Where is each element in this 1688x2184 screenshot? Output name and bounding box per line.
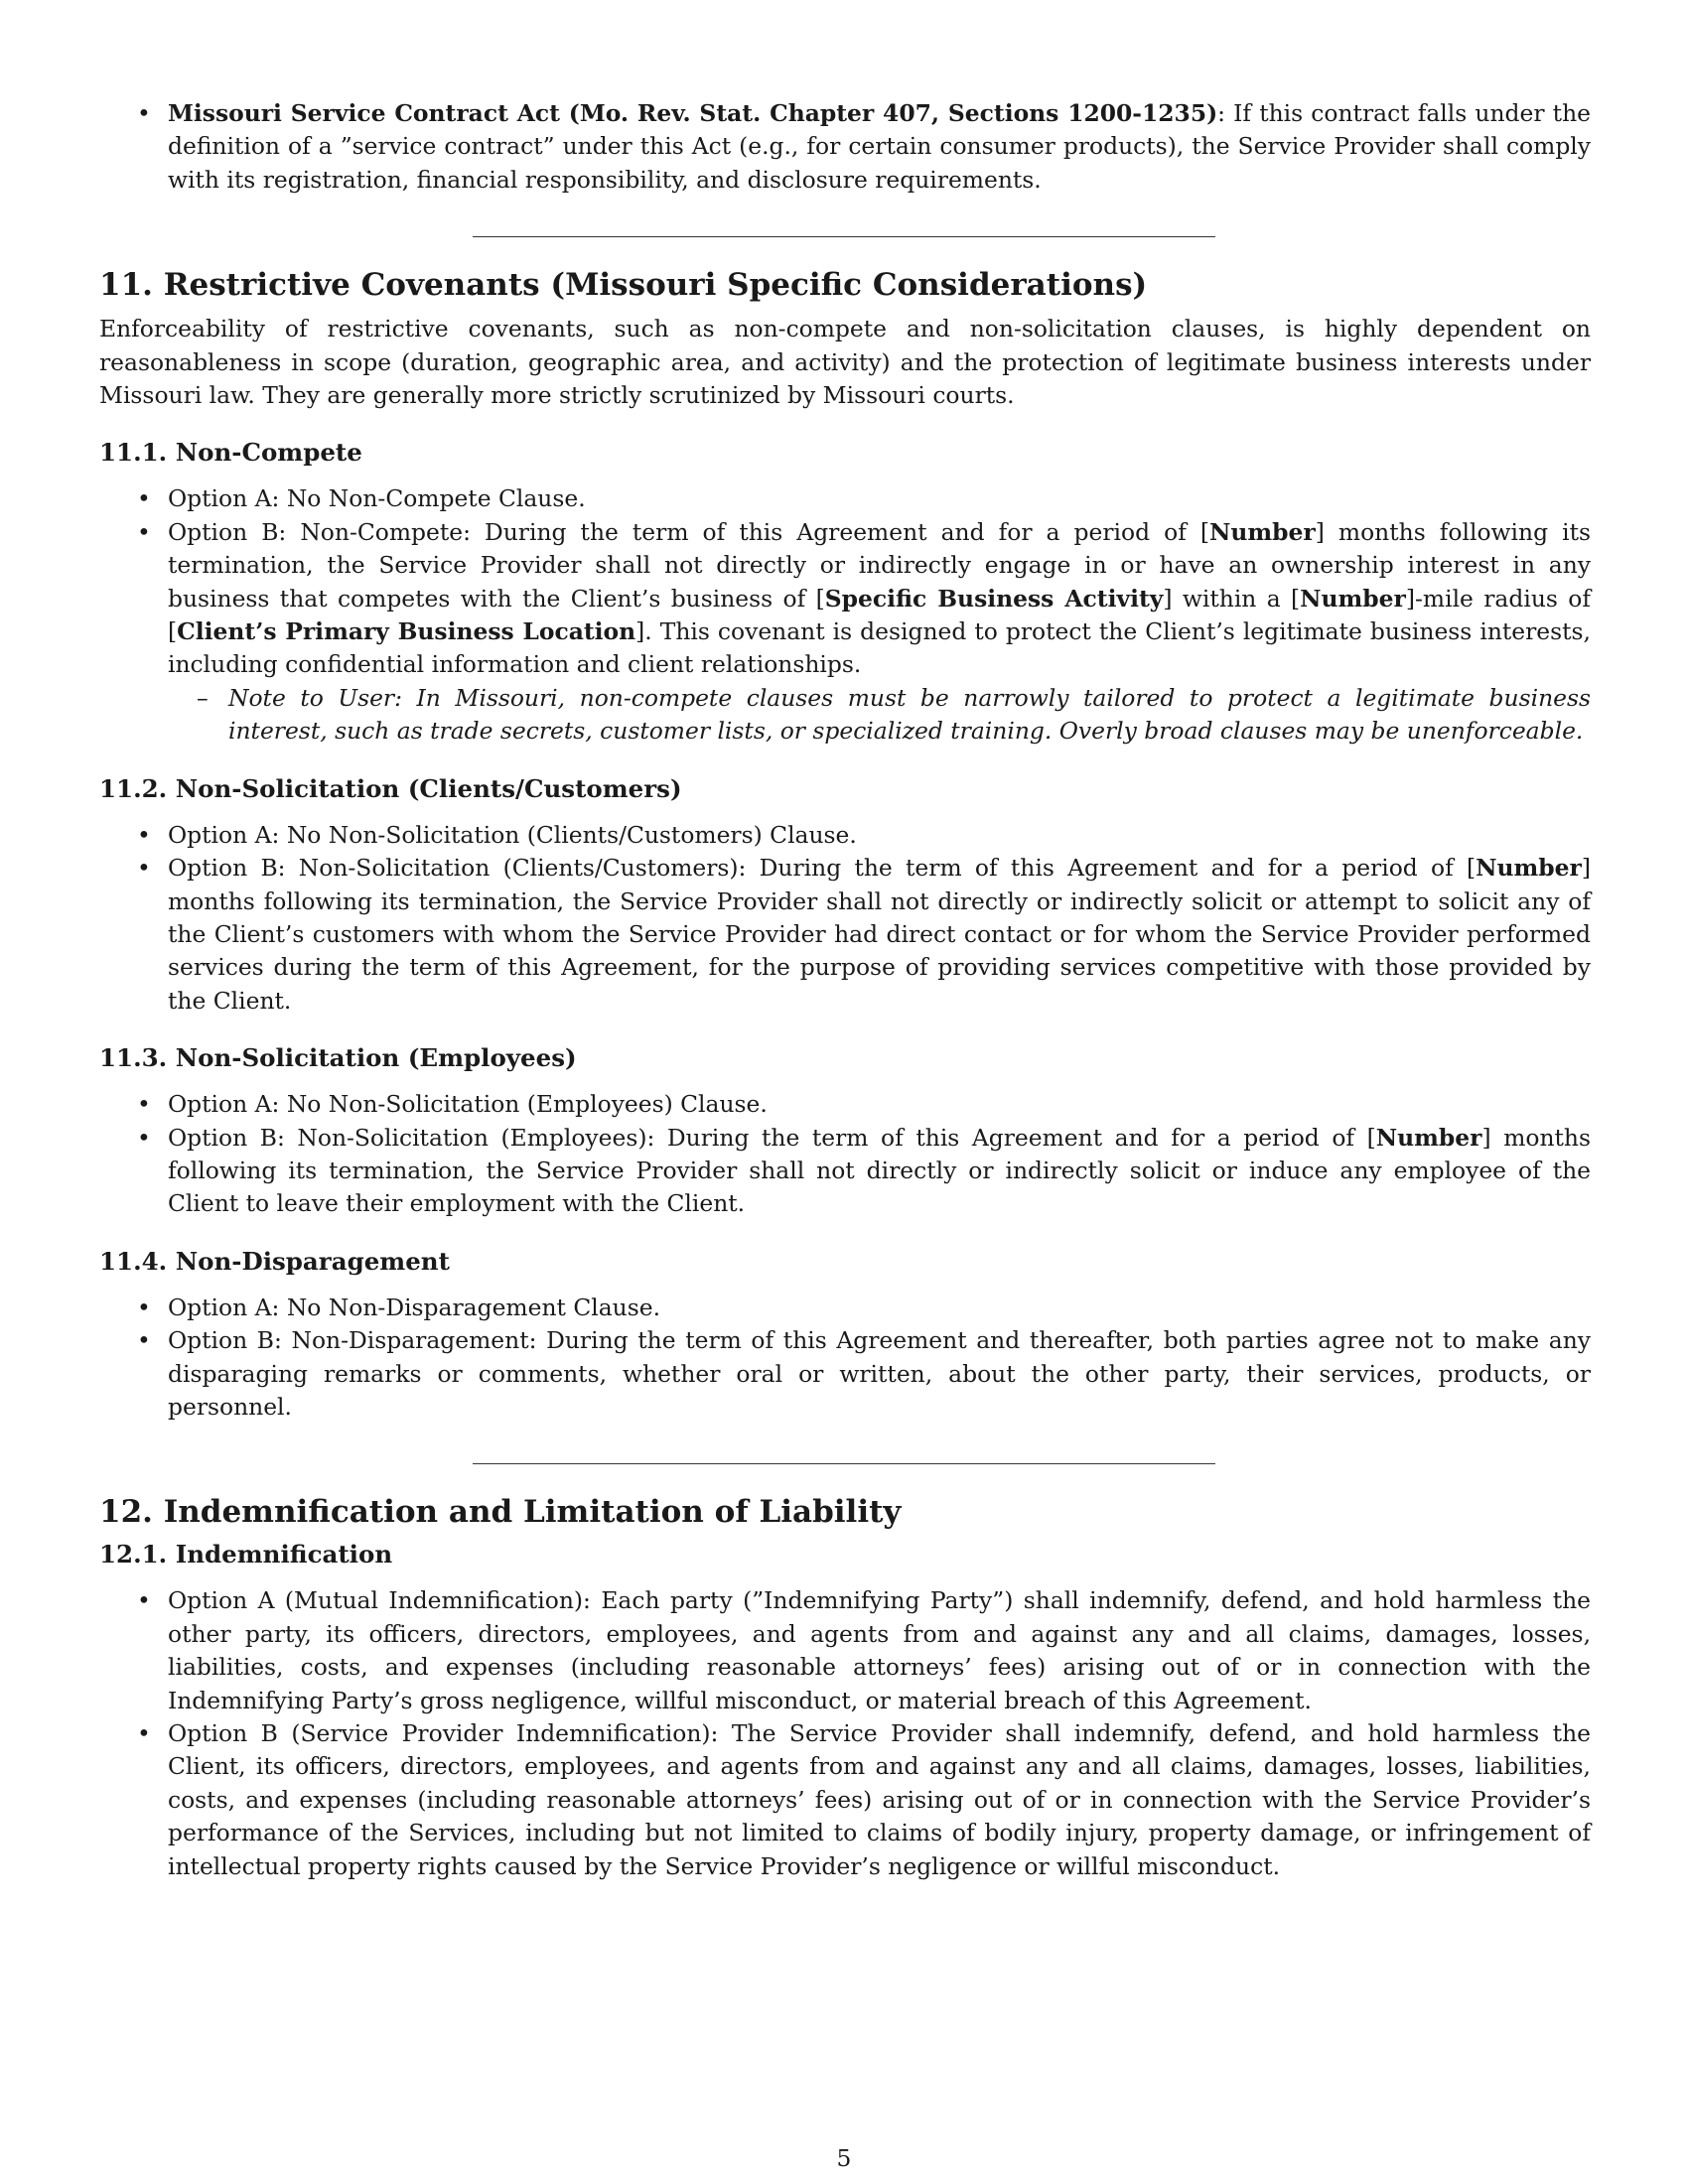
bullet-icon: •: [137, 1293, 151, 1321]
bullet-icon: •: [137, 1719, 151, 1747]
list-item: [137, 852, 1591, 1018]
bullet-icon: •: [137, 517, 151, 546]
list-item-text: Option A: No Non-Disparagement Clause.: [168, 1293, 661, 1321]
placeholder-term: Number: [1476, 854, 1582, 883]
text-fragment: Option B: Non-Solicitation (Clients/Customers): During the term of this Agreement and for a period of [: [168, 854, 1477, 883]
list-item: [137, 482, 1591, 515]
non-solicitation-employees-options: [99, 1088, 1591, 1221]
section-heading: 12. Indemnification and Limitation of Liability: [99, 1494, 902, 1531]
list-item-text: Option A: No Non-Solicitation (Employees) Clause.: [168, 1090, 768, 1119]
page-number: 5: [836, 2144, 852, 2172]
bullet-icon: •: [137, 99, 151, 127]
subsection-heading: 12.1. Indemnification: [99, 1540, 393, 1570]
bullet-icon: •: [137, 1090, 151, 1119]
list-item-text: Option A (Mutual Indemnification): Each party (”Indemnifying Party”) shall indemnify, defend, and hold harmless the other party, its officers, directors, employees, and agents from and against any and all claims, damages, losses, liabilities, costs, and expenses (including reasonable attorneys’ fees) arising out of or in connection with the Indemnifying Party’s gross negligence, willful misconduct, or material breach of this Agreement.: [168, 1586, 1591, 1714]
placeholder-term: Specific Business Activity: [824, 584, 1164, 613]
list-item-text: : If this contract falls under the definition of a ”service contract” under this Act (e.g., for certain consumer products), the Service Provider shall comply with its registration, financial responsibility, and disclosure requirements.: [168, 99, 1591, 194]
list-item: [137, 1324, 1591, 1424]
subsection-heading: 11.2. Non-Solicitation (Clients/Customers): [99, 773, 682, 803]
text-fragment: ] months following its termination, the Service Provider shall not directly or indirectly solicit or attempt to solicit any of the Client’s customers with whom the Service Provider had direct contact or for whom the Service Provider performed services during the term of this Agreement, for the purpose of providing services competitive with those provided by the Client.: [168, 854, 1591, 1015]
section-intro-paragraph: Enforceability of restrictive covenants, such as non-compete and non-solicitation clauses, is highly dependent on reasonableness in scope (duration, geographic area, and activity) and the protection of legitimate business interests under Missouri law. They are generally more strictly scrutinized by Missouri courts.: [99, 315, 1591, 410]
non-compete-options: [99, 482, 1591, 748]
text-fragment: ] months following its termination, the Service Provider shall not directly or indirectly solicit or induce any employee of the Client to leave their employment with the Client.: [168, 1123, 1591, 1218]
note-text: Note to User: In Missouri, non-compete clauses must be narrowly tailored to protect a legitimate business interest, such as trade secrets, customer lists, or specialized training. Overly broad clauses may be unenforceable.: [228, 683, 1591, 746]
list-item: [137, 1584, 1591, 1717]
list-item-text: Option A: No Non-Compete Clause.: [168, 484, 586, 513]
placeholder-term: Number: [1300, 584, 1406, 613]
text-fragment: ]. This covenant is designed to protect the Client’s legitimate business interests, including confidential information and client relationships.: [168, 617, 1591, 679]
list-item: [137, 1717, 1591, 1883]
list-item: [137, 819, 1591, 852]
list-item: [137, 1088, 1591, 1121]
list-item: [137, 1122, 1591, 1221]
text-fragment: ] within a [: [1163, 584, 1301, 613]
dash-icon: –: [197, 683, 209, 712]
list-item: [137, 97, 1591, 197]
list-item-text: Option B (Service Provider Indemnification): The Service Provider shall indemnify, defend, and hold harmless the Client, its officers, directors, employees, and agents from and against any and all claims, damages, losses, liabilities, costs, and expenses (including reasonable attorneys’ fees) arising out of or in connection with the Service Provider’s performance of the Services, including but not limited to claims of bodily injury, property damage, or infringement of intellectual property rights caused by the Service Provider’s negligence or willful misconduct.: [168, 1719, 1591, 1880]
list-item-text: Option A: No Non-Solicitation (Clients/Customers) Clause.: [168, 820, 857, 849]
subsection-heading: 11.3. Non-Solicitation (Employees): [99, 1043, 577, 1073]
list-item: [137, 1292, 1591, 1324]
subsection-heading: 11.1. Non-Compete: [99, 438, 362, 468]
note-list: [168, 682, 1591, 749]
bullet-icon: •: [137, 1123, 151, 1152]
list-item-text: Option B: Non-Disparagement: During the term of this Agreement and thereafter, both parties agree not to make any disparaging remarks or comments, whether oral or written, about the other party, their services, products, or personnel.: [168, 1326, 1591, 1421]
bullet-icon: •: [137, 1326, 151, 1355]
placeholder-term: Number: [1209, 517, 1316, 546]
text-fragment: ]-mile radius of [: [168, 584, 1591, 646]
note-item: [197, 682, 1591, 749]
placeholder-term: Number: [1375, 1123, 1482, 1152]
bullet-icon: •: [137, 820, 151, 849]
list-item: [137, 516, 1591, 749]
text-fragment: ] months following its termination, the Service Provider shall not directly or indirectly engage in or have an ownership interest in any business that competes with the Client’s business of [: [168, 517, 1591, 613]
bullet-icon: •: [137, 854, 151, 883]
text-fragment: Option B: Non-Solicitation (Employees): During the term of this Agreement and for a period of [: [168, 1123, 1376, 1152]
non-disparagement-options: [99, 1292, 1591, 1425]
bold-term: Missouri Service Contract Act (Mo. Rev. Stat. Chapter 407, Sections 1200-1235): [168, 99, 1218, 127]
subsection-heading: 11.4. Non-Disparagement: [99, 1246, 450, 1276]
missouri-service-contract-list: [99, 97, 1591, 197]
document-page: [99, 97, 1591, 1883]
indemnification-options: [99, 1584, 1591, 1883]
section-heading: 11. Restrictive Covenants (Missouri Specific Considerations): [99, 267, 1148, 304]
bullet-icon: •: [137, 484, 151, 513]
non-solicitation-clients-options: [99, 819, 1591, 1018]
placeholder-term: Client’s Primary Business Location: [177, 617, 636, 646]
bullet-icon: •: [137, 1586, 151, 1615]
text-fragment: Option B: Non-Compete: During the term of this Agreement and for a period of [: [168, 517, 1210, 546]
